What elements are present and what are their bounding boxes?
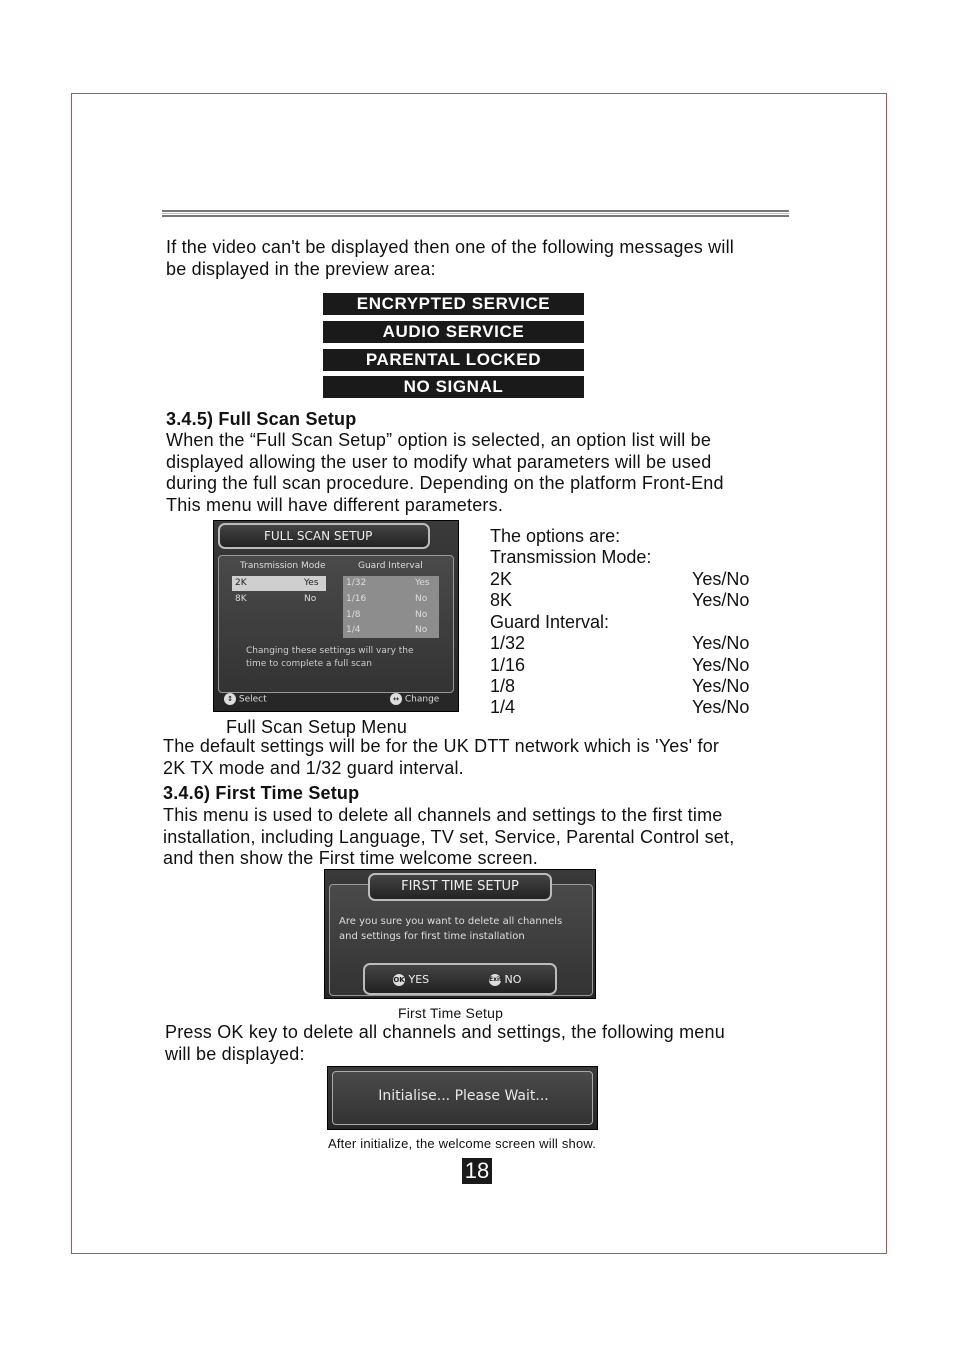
scan-note-line-2: time to complete a full scan (246, 659, 372, 669)
option-key: 8K (490, 590, 513, 610)
header-rule (162, 210, 789, 217)
full-scan-paragraph (166, 430, 724, 516)
tm-row-value[interactable]: No (304, 594, 317, 604)
options-tm-label: Transmission Mode: (490, 547, 652, 567)
first-time-para-line: installation, including Language, TV set, Service, Parental Control set, (163, 826, 735, 847)
initialise-text: Initialise... Please Wait... (378, 1088, 549, 1104)
scan-note-line-1: Changing these settings will vary the (246, 646, 414, 656)
tm-row-key[interactable]: 8K (235, 594, 247, 604)
options-intro: The options are: (490, 526, 621, 546)
option-key: 2K (490, 569, 513, 589)
gi-row-value[interactable]: No (415, 594, 428, 604)
yes-label: YES (408, 973, 430, 986)
first-time-heading: 3.4.6) First Time Setup (163, 783, 360, 803)
gi-row-value[interactable]: Yes (415, 578, 430, 588)
option-key: 1/16 (490, 655, 526, 675)
no-button[interactable] (489, 973, 521, 986)
gi-row-key[interactable]: 1/32 (346, 578, 367, 588)
intro-line-2: be displayed in the preview area: (166, 258, 436, 279)
gi-row-key[interactable]: 1/4 (346, 625, 361, 635)
tm-row-key[interactable]: 2K (235, 578, 247, 588)
full-scan-para-line: When the “Full Scan Setup” option is selected, an option list will be (166, 430, 712, 450)
options-gi-label: Guard Interval: (490, 612, 610, 632)
option-value: Yes/No (692, 633, 750, 653)
intro-line-1: If the video can't be displayed then one of the following messages will (166, 237, 734, 257)
intro-text (166, 237, 734, 280)
first-time-msg-2: and settings for first time installation (339, 931, 525, 942)
first-time-paragraph (163, 805, 734, 870)
option-value: Yes/No (692, 697, 750, 717)
option-value: Yes/No (692, 590, 750, 610)
full-scan-screenshot (213, 520, 459, 712)
page-number: 18 (462, 1158, 492, 1184)
gi-row-key[interactable]: 1/16 (346, 594, 367, 604)
no-label: NO (504, 973, 522, 986)
change-hint (390, 693, 439, 705)
full-scan-title: FULL SCAN SETUP (218, 523, 430, 549)
first-time-msg-1: Are you sure you want to delete all channels (339, 916, 563, 927)
option-key: 1/8 (490, 676, 516, 696)
full-scan-caption: Full Scan Setup Menu (226, 717, 408, 737)
press-line-2: will be displayed: (165, 1043, 305, 1064)
col-guard-header: Guard Interval (358, 561, 423, 571)
first-time-caption: First Time Setup (398, 1005, 504, 1021)
tm-row-value[interactable]: Yes (304, 578, 319, 588)
press-ok-text (165, 1022, 725, 1065)
message-audio: AUDIO SERVICE (323, 321, 584, 343)
default-line-2: 2K TX mode and 1/32 guard interval. (163, 758, 464, 778)
option-value: Yes/No (692, 655, 750, 675)
option-key: 1/32 (490, 633, 526, 653)
yes-button[interactable] (393, 973, 429, 986)
exit-icon: Exit (489, 974, 501, 986)
gi-row-value[interactable]: No (415, 610, 428, 620)
message-no-signal: NO SIGNAL (323, 376, 584, 398)
option-value: Yes/No (692, 569, 750, 589)
first-time-screenshot (324, 869, 596, 999)
select-label: Select (238, 694, 267, 705)
default-settings-text (163, 735, 719, 779)
message-encrypted: ENCRYPTED SERVICE (323, 293, 584, 315)
gi-row-value[interactable]: No (415, 625, 428, 635)
change-label: Change (404, 694, 440, 705)
press-line-1: Press OK key to delete all channels and settings, the following menu (165, 1022, 725, 1042)
left-right-icon: ↔ (390, 693, 402, 705)
first-time-title: FIRST TIME SETUP (368, 873, 552, 901)
option-key: 1/4 (490, 697, 516, 717)
ok-icon: OK (393, 976, 405, 984)
initialise-screenshot (327, 1066, 598, 1130)
message-parental: PARENTAL LOCKED (323, 349, 584, 371)
full-scan-para-line: displayed allowing the user to modify what parameters will be used (166, 451, 712, 472)
full-scan-para-line: This menu will have different parameters. (166, 494, 504, 515)
default-line-1: The default settings will be for the UK DTT network which is 'Yes' for (163, 736, 720, 756)
gi-row-key[interactable]: 1/8 (346, 610, 361, 620)
full-scan-para-line: during the full scan procedure. Depending on the platform Front-End (166, 473, 724, 493)
option-value: Yes/No (692, 676, 750, 696)
after-init-caption: After initialize, the welcome screen will show. (328, 1136, 597, 1151)
full-scan-heading: 3.4.5) Full Scan Setup (166, 409, 357, 429)
select-hint (224, 693, 267, 705)
first-time-para-line: This menu is used to delete all channels and settings to the first time (163, 805, 723, 825)
col-transmission-header: Transmission Mode (240, 561, 326, 571)
first-time-para-line: and then show the First time welcome screen. (163, 848, 538, 868)
up-down-icon: ↕ (224, 693, 236, 705)
